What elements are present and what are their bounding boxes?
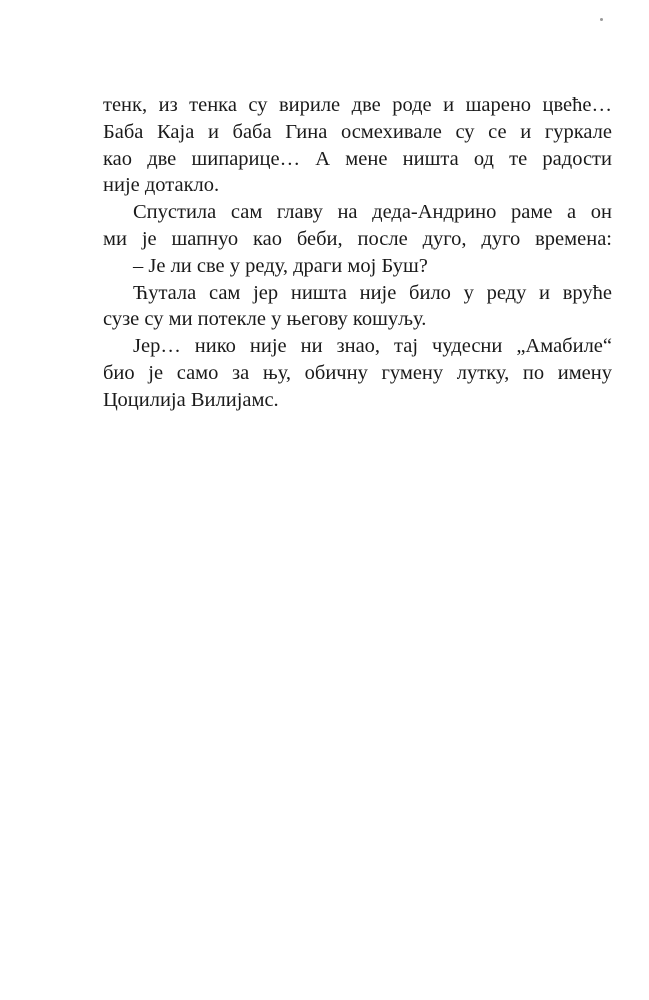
text-line: као две шипарице… А мене ништа од те радости bbox=[103, 147, 612, 170]
page-speck bbox=[600, 18, 603, 21]
text-line: није дотакло. bbox=[103, 174, 220, 197]
text-line: Цоцилија Вилијамс. bbox=[103, 388, 279, 411]
text-line: Спустила сам главу на деда-Андрино раме а он bbox=[133, 201, 612, 224]
text-line: – Је ли све у реду, драги мој Буш? bbox=[133, 254, 428, 277]
body-text bbox=[103, 92, 612, 414]
text-line: Баба Каја и баба Гина осмехивале су се и гуркале bbox=[103, 120, 612, 143]
text-line: ми је шапнуо као беби, после дуго, дуго времена: bbox=[103, 227, 612, 250]
text-line: Јер… нико није ни знао, тај чудесни „Амабиле“ bbox=[133, 335, 612, 358]
text-line: био је само за њу, обичну гумену лутку, по имену bbox=[103, 361, 612, 384]
text-line: Ћутала сам јер ништа није било у реду и вруће bbox=[133, 281, 612, 304]
text-line: сузе су ми потекле у његову кошуљу. bbox=[103, 308, 427, 331]
text-line: тенк, из тенка су вириле две роде и шарено цвеће… bbox=[103, 94, 612, 116]
